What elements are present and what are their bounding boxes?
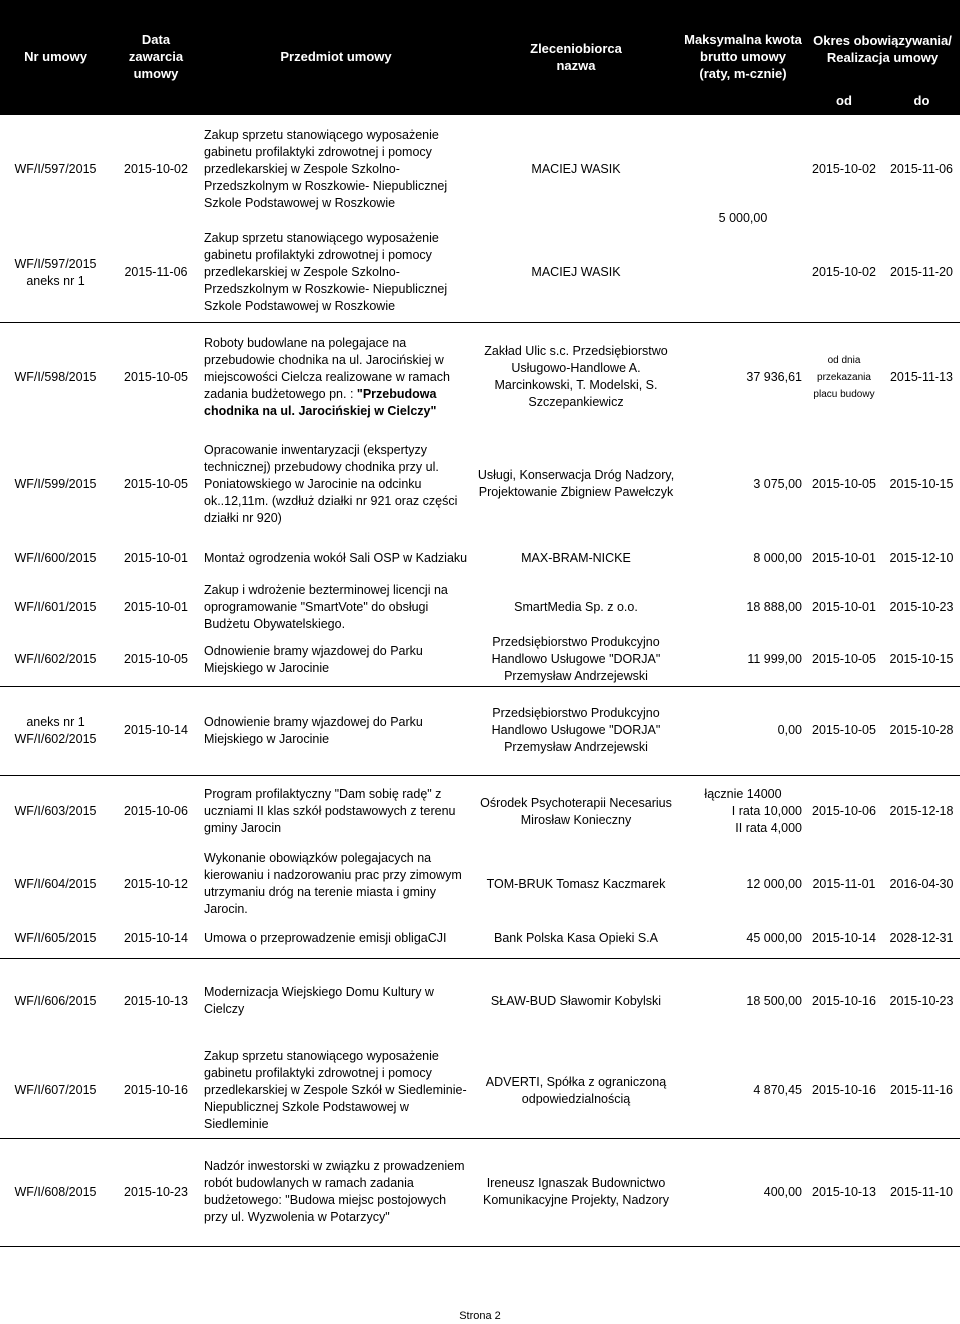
row-to: 2015-12-18 bbox=[883, 775, 960, 848]
table-row bbox=[0, 1138, 960, 1246]
row-amount: 11 999,00 bbox=[747, 652, 802, 667]
row-nr: WF/I/605/2015 bbox=[14, 931, 97, 946]
row-subject: Zakup sprzetu stanowiącego wyposażenie gabinetu profilaktyki zdrowotnej i pomocy przedlekarskiej w Zespole Szkół w Siedleminie- Niepublicznej Szkole Podstawowej w Siedleminie bbox=[204, 1049, 467, 1132]
row-contractor: Bank Polska Kasa Opieki S.A bbox=[494, 931, 658, 946]
row-date: 2015-11-06 bbox=[124, 265, 188, 280]
row-subject: Zakup i wdrożenie bezterminowej licencji na oprogramowanie "SmartVote" do obsługi Budżetu Obywatelskiego. bbox=[204, 582, 448, 631]
header-contractor-line1: Zleceniobiorca bbox=[530, 40, 622, 56]
table-row bbox=[0, 920, 960, 958]
header-period-line2: Realizacja umowy bbox=[826, 50, 939, 65]
row-date: 2015-10-23 bbox=[111, 1138, 201, 1246]
row-subject: Zakup sprzetu stanowiącego wyposażenie gabinetu profilaktyki zdrowotnej i pomocy przedlekarskiej w Zespole Szkolno-Przedszkolnym w Roszkowie- Niepublicznej Szkole Podstawowej w Roszkowie bbox=[204, 231, 448, 314]
row-date: 2015-10-01 bbox=[124, 550, 188, 565]
row-contractor: SmartMedia Sp. z o.o. bbox=[514, 599, 638, 614]
row-nr: WF/I/603/2015 bbox=[0, 775, 111, 848]
row-date: 2015-10-01 bbox=[124, 599, 188, 614]
row-from: 2015-10-01 bbox=[812, 550, 876, 565]
row-to: 2015-11-16 bbox=[889, 1083, 953, 1098]
row-date: 2015-10-14 bbox=[124, 931, 188, 946]
row-contractor: Usługi, Konserwacja Dróg Nadzory, Projektowanie Zbigniew Pawełczyk bbox=[477, 468, 675, 499]
row-from: od dnia przekazania placu budowy bbox=[805, 322, 883, 432]
header-amount bbox=[681, 0, 805, 114]
row-date: 2015-10-12 bbox=[124, 876, 188, 891]
header-amount-line1: Maksymalna kwota bbox=[684, 32, 802, 48]
row-contractor: TOM-BRUK Tomasz Kaczmarek bbox=[486, 876, 666, 891]
table-row bbox=[0, 322, 960, 432]
row-date: 2015-10-06 bbox=[111, 775, 201, 848]
table-row bbox=[0, 432, 960, 536]
row-to: 2015-11-13 bbox=[883, 322, 960, 432]
header-date-line1: Data zawarcia bbox=[128, 32, 184, 65]
row-subject: Opracowanie inwentaryzacji (ekspertyzy technicznej) przebudowy chodnika przy ul. Poniatowskiego w Jarocinie na odcinku ok..12,11m. (wzdłuż działki nr 921 oraz części działki nr 920) bbox=[204, 442, 458, 525]
row-contractor: MACIEJ WASIK bbox=[471, 114, 681, 224]
table-row bbox=[0, 958, 960, 1044]
header-amount-line3: (raty, m-cznie) bbox=[699, 66, 787, 82]
row-amount: 3 075,00 bbox=[753, 476, 802, 491]
row-from: 2015-10-06 bbox=[805, 775, 883, 848]
row-subject: Modernizacja Wiejskiego Domu Kultury w Cielczy bbox=[201, 958, 471, 1044]
row-to: 2015-11-10 bbox=[883, 1138, 960, 1246]
row-nr-line2: aneks nr 1 bbox=[26, 273, 85, 288]
table-row bbox=[0, 848, 960, 920]
row-to: 2015-10-28 bbox=[883, 686, 960, 775]
header-amount-line2: brutto umowy bbox=[700, 49, 786, 65]
row-contractor: Ośrodek Psychoterapii Necesarius Mirosław Konieczny bbox=[471, 775, 681, 848]
row-from: 2015-10-14 bbox=[812, 931, 876, 946]
row-nr-line1: aneks nr 1 bbox=[26, 714, 85, 729]
header-from: od bbox=[805, 88, 883, 114]
table-row bbox=[0, 634, 960, 686]
row-amount: 0,00 bbox=[681, 686, 805, 775]
header-row bbox=[0, 0, 960, 88]
row-amount-rate2: II rata 4,000 bbox=[735, 821, 802, 836]
table-row bbox=[0, 580, 960, 634]
row-from: 2015-10-16 bbox=[805, 958, 883, 1044]
row-nr: WF/I/608/2015 bbox=[0, 1138, 111, 1246]
row-amount: 18 500,00 bbox=[681, 958, 805, 1044]
header-subject: Przedmiot umowy bbox=[201, 0, 471, 114]
row-date: 2015-10-13 bbox=[111, 958, 201, 1044]
row-nr: WF/I/600/2015 bbox=[14, 550, 97, 565]
row-to: 2015-11-20 bbox=[889, 265, 953, 280]
row-amount: 8 000,00 bbox=[753, 550, 802, 565]
row-from: 2015-11-01 bbox=[812, 876, 876, 891]
table-row bbox=[0, 224, 960, 322]
header-period bbox=[805, 0, 960, 88]
header-date-line2: umowy bbox=[133, 66, 179, 82]
table-row bbox=[0, 686, 960, 775]
row-to: 2015-10-23 bbox=[889, 599, 954, 614]
row-to: 2028-12-31 bbox=[889, 931, 954, 946]
header-contractor-line2: nazwa bbox=[556, 57, 596, 73]
row-subject: Zakup sprzetu stanowiącego wyposażenie gabinetu profilaktyki zdrowotnej i pomocy przedlekarskiej w Zespole Szkolno-Przedszkolnym w Roszkowie- Niepublicznej Szkole Podstawowej w Roszkowie bbox=[201, 114, 471, 224]
row-amount: 18 888,00 bbox=[746, 599, 802, 614]
row-nr: WF/I/601/2015 bbox=[14, 599, 97, 614]
row-from: 2015-10-02 bbox=[812, 265, 876, 280]
row-amount bbox=[681, 775, 805, 848]
row-amount: 12 000,00 bbox=[746, 876, 802, 891]
row-to: 2015-10-23 bbox=[883, 958, 960, 1044]
row-amount-rate1: I rata 10,000 bbox=[731, 804, 802, 819]
header-period-line1: Okres obowiązywania/ bbox=[813, 33, 952, 48]
row-from: 2015-10-02 bbox=[805, 114, 883, 224]
row-subject: Program profilaktyczny "Dam sobię radę" z uczniami II klas szkół podstawowych z terenu gminy Jarocin bbox=[201, 775, 471, 848]
table-bottom-border bbox=[0, 1246, 960, 1247]
row-contractor: Ireneusz Ignaszak Budownictwo Komunikacyjne Projekty, Nadzory bbox=[471, 1138, 681, 1246]
row-subject-text: Roboty budowlane na polegajace na przebudowie chodnika na ul. Jarocińskiej w miejscowości Cielcza realizowane w ramach zadania budżetowego pn. : bbox=[204, 335, 450, 401]
row-date: 2015-10-02 bbox=[111, 114, 201, 224]
row-date: 2015-10-05 bbox=[111, 322, 201, 432]
row-to: 2015-12-10 bbox=[889, 550, 954, 565]
header-date bbox=[111, 0, 201, 114]
row-nr bbox=[0, 224, 111, 322]
table-row bbox=[0, 1044, 960, 1138]
row-date: 2015-10-16 bbox=[124, 1083, 188, 1098]
header-nr: Nr umowy bbox=[0, 0, 111, 114]
row-amount: 4 870,45 bbox=[753, 1083, 802, 1098]
row-subject: Odnowienie bramy wjazdowej do Parku Miejskiego w Jarocinie bbox=[204, 643, 423, 675]
row-amount: 5 000,00 bbox=[681, 114, 805, 322]
row-date: 2015-10-05 bbox=[124, 476, 188, 491]
row-contractor: SŁAW-BUD Sławomir Kobylski bbox=[471, 958, 681, 1044]
header-contractor bbox=[471, 0, 681, 114]
row-contractor: MACIEJ WASIK bbox=[531, 265, 621, 280]
row-to: 2015-10-15 bbox=[889, 652, 954, 667]
row-nr: WF/I/598/2015 bbox=[0, 322, 111, 432]
row-nr bbox=[0, 686, 111, 775]
table-row bbox=[0, 536, 960, 580]
row-amount: 400,00 bbox=[681, 1138, 805, 1246]
table-row bbox=[0, 114, 960, 224]
row-subject-title: "Przebudowa chodnika na ul. Jarocińskiej w Cielczy" bbox=[204, 386, 437, 418]
row-to: 2015-11-06 bbox=[883, 114, 960, 224]
row-amount: 45 000,00 bbox=[746, 931, 802, 946]
row-to: 2016-04-30 bbox=[889, 876, 954, 891]
row-contractor: ADVERTI, Spółka z ograniczoną odpowiedzialnością bbox=[485, 1074, 667, 1106]
row-subject: Wykonanie obowiązków polegajacych na kierowaniu i nadzorowaniu prac przy zimowym utrzymaniu dróg na terenie miasta i gminy Jarocin. bbox=[204, 851, 462, 916]
row-nr: WF/I/597/2015 bbox=[0, 114, 111, 224]
row-amount-total: łącznie 14000 bbox=[704, 787, 782, 802]
row-contractor: Zakład Ulic s.c. Przedsiębiorstwo Usługowo-Handlowe A. Marcinkowski, T. Modelski, S. Szczepankiewicz bbox=[471, 322, 681, 432]
row-subject: Umowa o przeprowadzenie emisji obligaCJI bbox=[204, 931, 447, 946]
row-subject: Montaż ogrodzenia wokół Sali OSP w Kadziaku bbox=[204, 550, 468, 565]
row-nr-line1: WF/I/597/2015 bbox=[14, 256, 97, 271]
row-nr: WF/I/602/2015 bbox=[14, 652, 97, 667]
row-subject: Nadzór inwestorski w związku z prowadzeniem robót budowlanych w ramach zadania budżetowego: "Budowa miejsc postojowych przy ul. Wyzwolenia w Potarzycy" bbox=[201, 1138, 471, 1246]
row-nr: WF/I/599/2015 bbox=[14, 476, 97, 491]
row-contractor: MAX-BRAM-NICKE bbox=[521, 550, 631, 565]
row-from: 2015-10-05 bbox=[812, 652, 876, 667]
table-row bbox=[0, 775, 960, 848]
row-from: 2015-10-01 bbox=[812, 599, 876, 614]
row-contractor: Przedsiębiorstwo Produkcyjno Handlowo Usługowe "DORJA" Przemysław Andrzejewski bbox=[471, 686, 681, 775]
row-subject bbox=[201, 322, 471, 432]
row-nr: WF/I/607/2015 bbox=[14, 1083, 97, 1098]
row-contractor: Przedsiębiorstwo Produkcyjno Handlowo Usługowe "DORJA" Przemysław Andrzejewski bbox=[491, 635, 661, 684]
row-date: 2015-10-05 bbox=[124, 652, 188, 667]
row-from: 2015-10-13 bbox=[805, 1138, 883, 1246]
row-from: 2015-10-05 bbox=[805, 686, 883, 775]
header-to: do bbox=[883, 88, 960, 114]
row-from: 2015-10-16 bbox=[812, 1083, 876, 1098]
row-date: 2015-10-14 bbox=[111, 686, 201, 775]
row-nr: WF/I/606/2015 bbox=[0, 958, 111, 1044]
row-from: 2015-10-05 bbox=[812, 476, 876, 491]
row-amount: 37 936,61 bbox=[681, 322, 805, 432]
row-subject: Odnowienie bramy wjazdowej do Parku Miejskiego w Jarocinie bbox=[201, 686, 471, 775]
page-number: Strona 2 bbox=[459, 1310, 501, 1322]
row-nr-line2: WF/I/602/2015 bbox=[14, 731, 97, 746]
row-nr: WF/I/604/2015 bbox=[14, 876, 97, 891]
row-to: 2015-10-15 bbox=[889, 476, 954, 491]
